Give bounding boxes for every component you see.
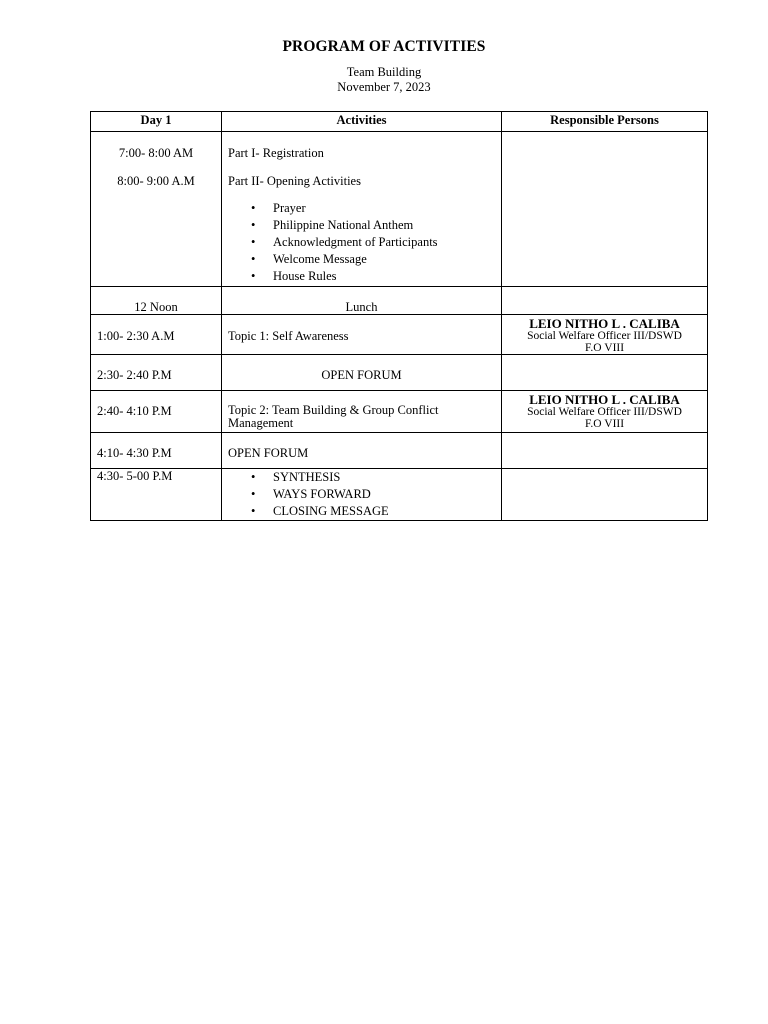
document-subtitle: Team Building (346, 65, 422, 79)
list-item: • Prayer (273, 200, 501, 217)
topic1-activity-cell (222, 315, 502, 355)
list-item: • CLOSING MESSAGE (273, 503, 501, 520)
topic2-time-cell (91, 391, 222, 433)
lunch-activity: Lunch (345, 300, 378, 314)
program-table (90, 111, 708, 521)
lunch-time: 12 Noon (134, 300, 178, 314)
table-row-topic1 (91, 315, 708, 355)
header-activities: Activities (222, 112, 502, 132)
forum1-activity: OPEN FORUM (321, 368, 402, 382)
document-date: November 7, 2023 (337, 80, 431, 94)
forum2-activity-cell (222, 433, 502, 469)
morning-time-1: 7:00- 8:00 AM (118, 146, 194, 160)
morning-activity-1: Part I- Registration (228, 146, 324, 160)
forum1-time: 2:30- 2:40 P.M (97, 368, 172, 382)
table-row-morning (91, 132, 708, 287)
closing-activity-cell (222, 469, 502, 521)
topic2-speaker-office: F.O VIII (584, 418, 625, 430)
list-item: • SYNTHESIS (273, 469, 501, 486)
topic2-speaker-role: Social Welfare Officer III/DSWD (527, 406, 682, 418)
topic1-speaker-office: F.O VIII (584, 342, 625, 354)
closing-person-cell (502, 469, 708, 521)
topic2-person-cell (502, 391, 708, 433)
table-row-closing (91, 469, 708, 521)
topic1-activity: Topic 1: Self Awareness (228, 329, 349, 343)
table-row-forum1 (91, 355, 708, 391)
table-row-topic2 (91, 391, 708, 433)
morning-person-cell (502, 132, 708, 287)
list-item: • Welcome Message (273, 251, 501, 268)
list-item: • WAYS FORWARD (273, 486, 501, 503)
table-row-forum2 (91, 433, 708, 469)
forum2-activity: OPEN FORUM (228, 446, 309, 460)
header-day: Day 1 (91, 112, 222, 132)
topic1-time: 1:00- 2:30 A.M (97, 329, 175, 343)
closing-activities-list (222, 469, 501, 520)
list-item: • Acknowledgment of Participants (273, 234, 501, 251)
forum1-time-cell (91, 355, 222, 391)
morning-activity-cell (222, 132, 502, 287)
table-header-row (91, 112, 708, 132)
topic2-speaker-name: LEIO NITHO L . CALIBA (529, 392, 680, 407)
morning-time-cell (91, 132, 222, 287)
morning-activity-2: Part II- Opening Activities (228, 174, 361, 188)
closing-time-cell (91, 469, 222, 521)
forum1-activity-cell (222, 355, 502, 391)
forum2-person-cell (502, 433, 708, 469)
forum1-person-cell (502, 355, 708, 391)
closing-time: 4:30- 5-00 P.M (97, 469, 173, 483)
topic1-speaker-name: LEIO NITHO L . CALIBA (529, 316, 680, 331)
forum2-time-cell (91, 433, 222, 469)
topic2-activity-cell (222, 391, 502, 433)
opening-activities-list (228, 200, 501, 285)
forum2-time: 4:10- 4:30 P.M (97, 446, 172, 460)
lunch-person-cell (502, 287, 708, 315)
document-title: PROGRAM OF ACTIVITIES (282, 38, 486, 55)
lunch-time-cell (91, 287, 222, 315)
lunch-activity-cell (222, 287, 502, 315)
morning-time-2: 8:00- 9:00 A.M (117, 174, 195, 188)
topic1-time-cell (91, 315, 222, 355)
topic2-time: 2:40- 4:10 P.M (97, 404, 172, 418)
topic1-speaker-role: Social Welfare Officer III/DSWD (527, 330, 682, 342)
header-responsible-persons: Responsible Persons (502, 112, 708, 132)
table-row-lunch (91, 287, 708, 315)
list-item: • House Rules (273, 268, 501, 285)
topic1-person-cell (502, 315, 708, 355)
topic2-activity: Topic 2: Team Building & Group Conflict Management (228, 403, 439, 430)
list-item: • Philippine National Anthem (273, 217, 501, 234)
